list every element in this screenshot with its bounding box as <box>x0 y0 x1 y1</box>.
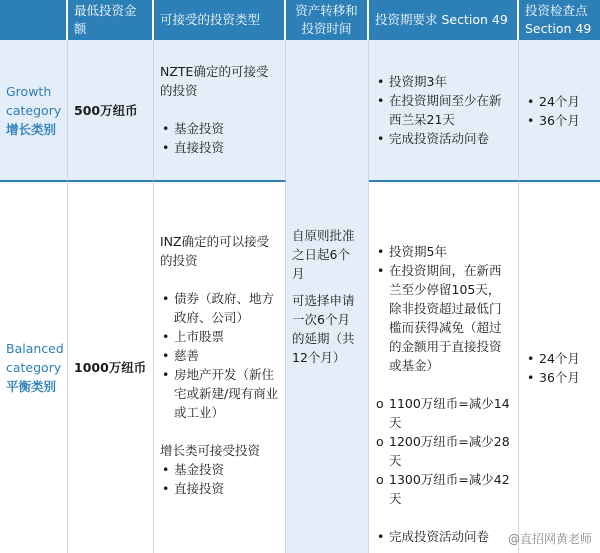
list-item: • 债券（政府、地方政府、公司） <box>160 289 279 327</box>
header-blank <box>0 0 68 40</box>
list-item: • 房地产开发（新住宅或新建/现有商业或工业） <box>160 365 279 422</box>
list-item: • 24个月 <box>525 349 580 368</box>
balanced-amount: 1000万纽币 <box>68 182 154 553</box>
header-checkpoints: 投资检查点 Section 49 <box>519 0 600 40</box>
growth-types <box>154 40 286 182</box>
growth-accepted-label: 增长类可接受投资 <box>160 443 261 458</box>
header-min-amount: 最低投资金额 <box>68 0 154 40</box>
list-item: o 1300万纽币=减少42天 <box>375 470 512 508</box>
list-item: • 上市股票 <box>160 327 279 346</box>
list-item: • 基金投资 <box>160 460 279 479</box>
header-period: 投资期要求 Section 49 <box>369 0 519 40</box>
growth-period <box>369 40 519 182</box>
growth-category <box>0 40 68 182</box>
growth-types-intro: NZTE确定的可接受的投资 <box>160 64 269 98</box>
list-item: • 在投资期间，在新西兰至少停留105天，除非投资超过最低门槛而获得减免（超过的金额用于直接投资或基金） <box>375 261 512 375</box>
growth-amount: 500万纽币 <box>68 40 154 182</box>
balanced-types-list <box>160 289 279 422</box>
growth-types-list <box>160 119 279 157</box>
list-item: • 24个月 <box>525 92 594 111</box>
balanced-types-intro: INZ确定的可以接受的投资 <box>160 234 270 268</box>
growth-checkpoint-list <box>525 92 594 130</box>
balanced-category <box>0 182 68 553</box>
list-item: • 完成投资活动问卷 <box>375 527 512 546</box>
growth-category-cn: 增长类别 <box>6 121 57 137</box>
balanced-growth-list <box>160 460 279 498</box>
list-item: • 36个月 <box>525 111 594 130</box>
balanced-period-list <box>375 242 512 375</box>
list-item: • 直接投资 <box>160 138 279 157</box>
transfer-time <box>286 40 369 553</box>
list-item: • 投资期3年 <box>375 72 512 91</box>
list-item: • 投资期5年 <box>375 242 512 261</box>
transfer-line1: 自原则批准之日起6个月 <box>292 228 355 281</box>
list-item: • 直接投资 <box>160 479 279 498</box>
balanced-period <box>369 182 519 553</box>
list-item: • 完成投资活动问卷 <box>375 129 512 148</box>
list-item: • 在投资期间至少在新西兰呆21天 <box>375 91 512 129</box>
balanced-period-last <box>375 527 512 546</box>
list-item: • 基金投资 <box>160 119 279 138</box>
balanced-types <box>154 182 286 553</box>
growth-category-en: Growth category <box>6 83 62 118</box>
list-item: o 1100万纽币=减少14天 <box>375 394 512 432</box>
list-item: o 1200万纽币=减少28天 <box>375 432 512 470</box>
balanced-checkpoint-list <box>525 349 580 387</box>
list-item: • 慈善 <box>160 346 279 365</box>
header-accepted-types: 可接受的投资类型 <box>154 0 286 40</box>
growth-period-list <box>375 72 512 148</box>
list-item: • 36个月 <box>525 368 580 387</box>
watermark: @直招网黄老师 <box>507 532 592 546</box>
reduction-list <box>375 394 512 508</box>
header-transfer-time: 资产转移和投资时间 <box>286 0 369 40</box>
growth-checkpoints <box>519 40 600 182</box>
balanced-category-en: Balanced category <box>6 341 64 375</box>
transfer-line2: 可选择申请一次6个月的延期（共12个月） <box>292 293 355 365</box>
balanced-checkpoints <box>519 182 600 553</box>
balanced-category-cn: 平衡类别 <box>6 379 57 394</box>
